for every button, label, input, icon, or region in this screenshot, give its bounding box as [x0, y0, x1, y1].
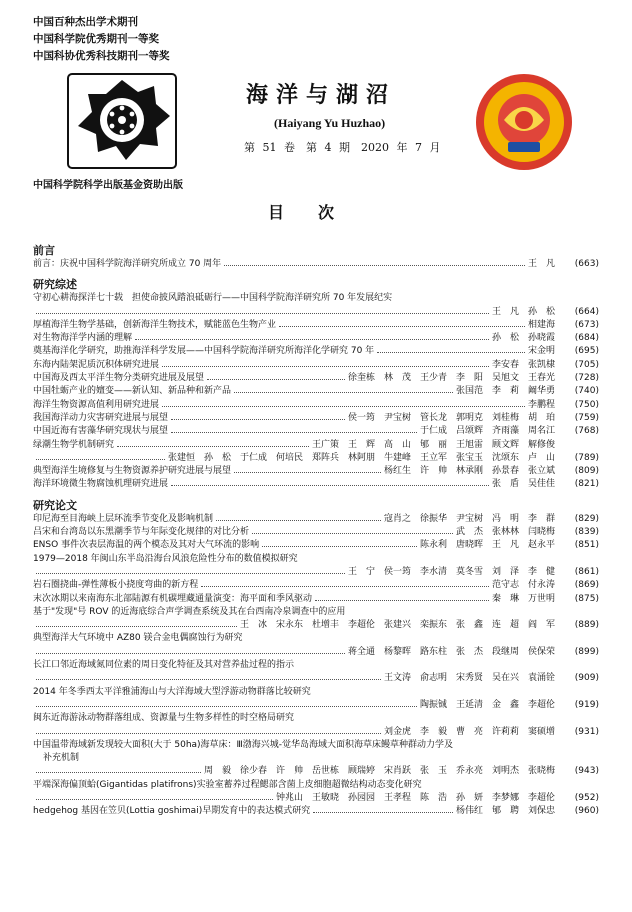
toc-entry[interactable] — [33, 659, 599, 686]
article-authors: 王 宁 侯一筠 李水清 莫冬雪 刘 泽 李 健 — [347, 566, 555, 577]
toc-entry[interactable] — [33, 385, 599, 398]
article-title[interactable]: 基于"发现"号 ROV 的近海底综合声学调查系统及其在台西南冷泉调查中的应用 — [33, 606, 346, 617]
honor-line: 中国百种杰出学术期刊 — [33, 16, 138, 28]
article-authors: 李安春 张凯棣 — [491, 359, 555, 370]
section-heading: 前言 — [33, 244, 55, 257]
toc-line — [33, 593, 599, 606]
toc-entry[interactable] — [33, 478, 599, 491]
toc-entry[interactable] — [33, 739, 599, 779]
page-number: (839) — [574, 527, 599, 538]
article-authors: 杨红生 许 帅 林承刚 孙景春 张立斌 — [383, 466, 555, 477]
dot-leader — [377, 352, 525, 353]
article-authors: 秦 琳 万世明 — [491, 593, 555, 604]
toc-entry[interactable] — [33, 779, 599, 806]
article-authors: 宋金明 — [527, 346, 555, 357]
toc-line — [33, 513, 599, 526]
article-authors: 相建海 — [527, 319, 555, 330]
page-number: (899) — [574, 646, 599, 657]
article-title[interactable]: 东海内陆架泥质沉积体研究进展 — [33, 359, 160, 370]
dot-leader — [36, 679, 381, 680]
dot-leader — [162, 406, 525, 407]
toc-entry[interactable] — [33, 606, 599, 633]
article-authors: 王 凡 — [527, 259, 555, 269]
dot-leader — [36, 313, 489, 314]
article-authors: 李鹏程 — [527, 399, 555, 410]
article-authors: 武 杰 张林林 闫晓梅 — [455, 527, 555, 538]
dot-leader — [36, 573, 345, 574]
article-title[interactable]: 平端深海偏顶蛤(Gigantidas platifrons)实验室蓄养过程鳃部含菌上皮细胞超微结构动态变化研究 — [33, 779, 422, 790]
toc-entry[interactable] — [33, 258, 599, 271]
article-authors: 寇肖之 徐振华 尹宝树 冯 明 李 群 — [383, 513, 555, 524]
toc-entry[interactable] — [33, 632, 599, 659]
toc-entry[interactable] — [33, 359, 599, 372]
page-number: (960) — [574, 806, 599, 817]
toc-entry[interactable] — [33, 319, 599, 332]
toc-line — [33, 526, 599, 539]
toc-line — [33, 319, 599, 332]
page-number: (821) — [574, 479, 599, 490]
dot-leader — [36, 626, 237, 627]
toc-line — [33, 385, 599, 398]
page-number: (952) — [574, 792, 599, 803]
page-number: (750) — [574, 399, 599, 410]
page-number: (673) — [574, 319, 599, 330]
article-title[interactable]: 厚植海洋生物学基础，创新海洋生物技术，赋能蓝色生物产业 — [33, 319, 277, 330]
article-title[interactable]: 我国海洋动力灾害研究进展与展望 — [33, 412, 169, 423]
toc-line — [33, 765, 599, 778]
page-number: (809) — [574, 466, 599, 477]
toc-line — [33, 739, 599, 752]
dot-leader — [234, 392, 453, 393]
page-number: (664) — [574, 306, 599, 317]
article-authors: 张建恒 孙 松 于仁成 何培民 郑阵兵 林阿朋 牛建峰 王立军 张宝玉 沈颂东 卢 山 — [167, 452, 555, 463]
article-title[interactable]: 海洋环境微生物腐蚀机理研究进展 — [33, 479, 169, 490]
article-title[interactable]: 中国温带海域新发现较大面积(大于 50ha)海草床：Ⅲ渤海兴城-觉华岛海域大面积海草床鳗草种群动力学及 — [33, 739, 454, 750]
toc-line — [33, 712, 599, 725]
toc-line — [33, 792, 599, 805]
toc-entry[interactable] — [33, 332, 599, 345]
funding-note: 中国科学院科学出版基金资助出版 — [33, 180, 183, 191]
toc-line — [33, 619, 599, 632]
toc-line — [33, 412, 599, 425]
quality-journal-seal — [474, 72, 574, 172]
article-authors: 张 盾 吴佳佳 — [491, 479, 555, 490]
article-title[interactable]: 中国牡蛎产业的嬗变——新认知、新品种和新产品 — [33, 386, 232, 397]
toc-entry[interactable] — [33, 539, 599, 552]
toc-line — [33, 345, 599, 358]
article-title[interactable]: 守初心耕海探洋七十载 担使命披风踏浪砥砺行——中国科学院海洋研究所 70 年发展纪实 — [33, 293, 393, 304]
toc-entry[interactable] — [33, 439, 599, 466]
page-number: (789) — [574, 452, 599, 463]
article-title[interactable]: 海洋生物资源高值利用研究进展 — [33, 399, 160, 410]
dot-leader — [36, 799, 273, 800]
toc-line — [33, 606, 599, 619]
dot-leader — [262, 546, 417, 547]
article-title[interactable]: 闽东近海游泳动物群落组成、资源量与生物多样性的时空格局研究 — [33, 713, 295, 724]
journal-title: 海洋与湖沼 — [246, 83, 397, 108]
dot-leader — [234, 472, 381, 473]
page-number: (684) — [574, 333, 599, 344]
toc-line — [33, 699, 599, 712]
dot-leader — [36, 772, 201, 773]
masthead-honors — [33, 14, 170, 65]
page-number: (931) — [574, 726, 599, 737]
journal-title-pinyin: (Haiyang Yu Huzhao) — [274, 116, 386, 130]
article-authors: 徐奎栋 林 茂 王少青 李 阳 吴旭文 王春光 — [347, 373, 555, 384]
article-authors: 陶振铖 王延清 金 鑫 李超伦 — [419, 699, 555, 710]
article-authors: 王文涛 俞志明 宋秀贤 吴在兴 袁涌铨 — [383, 673, 555, 684]
page-number: (768) — [574, 426, 599, 437]
page-number: (889) — [574, 620, 599, 631]
toc-line — [33, 478, 599, 491]
dot-leader — [207, 379, 345, 380]
toc-entry[interactable] — [33, 593, 599, 606]
article-authors: 周 毅 徐少春 许 帅 岳世栋 顾瑞婷 宋肖跃 张 玉 乔永亮 刘明杰 张晓梅 — [203, 766, 555, 777]
article-authors: 王广策 王 辉 高 山 郇 丽 王旭雷 顾文辉 解修俊 — [311, 439, 555, 450]
toc-line — [33, 646, 599, 659]
dot-leader — [315, 600, 489, 601]
toc-entry[interactable] — [33, 372, 599, 385]
honor-line: 中国科学院优秀期刊一等奖 — [33, 33, 159, 45]
article-authors: 刘金虎 李 毅 曹 亮 许莉莉 窦硕增 — [383, 726, 555, 737]
article-authors: 孙 松 孙晓霞 — [491, 333, 555, 344]
toc-line — [33, 372, 599, 385]
toc-line — [33, 553, 599, 566]
article-title[interactable]: 奠基海洋化学研究，助推海洋科学发展——中国科学院海洋研究所海洋化学研究 70 年 — [33, 346, 375, 357]
toc-line — [33, 465, 599, 478]
article-title[interactable]: 吕宋和台湾岛以东黑潮季节与年际变化规律的对比分析 — [33, 527, 250, 538]
dot-leader — [36, 733, 381, 734]
article-title[interactable]: 绿潮生物学机制研究 — [33, 439, 115, 450]
dot-leader — [117, 446, 309, 447]
section-heading: 研究论文 — [33, 498, 77, 512]
toc-line — [33, 332, 599, 345]
article-authors: 王 凡 孙 松 — [491, 306, 555, 317]
dot-leader — [36, 653, 345, 654]
toc-line — [33, 425, 599, 438]
toc-line — [33, 726, 599, 739]
page-number: (829) — [574, 513, 599, 524]
article-title[interactable]: 补充机制 — [43, 753, 80, 764]
page-number: (740) — [574, 386, 599, 397]
toc-line — [33, 752, 599, 765]
article-authors: 蒋全通 杨黎晖 路东柱 张 杰 段继周 侯保荣 — [347, 646, 555, 657]
article-authors: 陈永利 唐晓晖 王 凡 赵永平 — [419, 540, 555, 551]
toc-entry[interactable] — [33, 513, 599, 526]
page-number: (728) — [574, 373, 599, 384]
toc-line — [33, 579, 599, 592]
article-authors: 张国范 李 莉 阚华勇 — [455, 386, 555, 397]
dot-leader — [135, 339, 489, 340]
page-number: (875) — [574, 593, 599, 604]
dot-leader — [201, 586, 489, 587]
dot-leader — [224, 265, 525, 266]
toc-line — [33, 399, 599, 412]
page-number: (869) — [574, 580, 599, 591]
toc-line — [33, 632, 599, 645]
page-number: (851) — [574, 540, 599, 551]
article-title[interactable]: 末次冰期以来南海东北部陆源有机碳埋藏通量演变：海平面和季风驱动 — [33, 593, 313, 604]
dot-leader — [279, 326, 525, 327]
article-title[interactable]: 对生物海洋学内涵的理解 — [33, 333, 133, 344]
article-title[interactable]: 前言：庆祝中国科学院海洋研究所成立 70 周年 — [33, 259, 222, 269]
page-number: (909) — [574, 673, 599, 684]
article-authors: 侯一筠 尹宝树 管长龙 郭明克 刘桂梅 胡 珀 — [347, 412, 555, 423]
article-title[interactable]: ENSO 事件次表层海温的两个模态及其对大气环流的影响 — [33, 540, 260, 551]
article-title[interactable]: 典型海洋大气环境中 AZ80 镁合金电偶腐蚀行为研究 — [33, 633, 243, 644]
article-title[interactable]: 岩石圈挠曲-弹性薄板小挠度弯曲的新方程 — [33, 580, 199, 591]
toc-entry[interactable] — [33, 579, 599, 592]
dot-leader — [252, 533, 453, 534]
dot-leader — [216, 520, 381, 521]
toc-line — [33, 306, 599, 319]
article-title[interactable]: 2014 年冬季西太平洋雅浦海山与大洋海域大型浮游动物群落比较研究 — [33, 686, 311, 697]
toc-entry[interactable] — [33, 292, 599, 319]
article-title[interactable]: 长江口邻近海域氮同位素的周日变化特征及其对营养盐过程的指示 — [33, 660, 295, 671]
toc-entry[interactable] — [33, 465, 599, 478]
toc-entry[interactable] — [33, 425, 599, 438]
section-heading: 研究综述 — [33, 278, 77, 292]
toc-entry[interactable] — [33, 412, 599, 425]
article-title[interactable]: 典型海洋生境修复与生物资源养护研究进展与展望 — [33, 466, 232, 477]
article-authors: 杨伟红 郇 聘 刘保忠 — [455, 806, 555, 817]
article-authors: 范守志 付永涛 — [491, 580, 555, 591]
page-number: (943) — [574, 766, 599, 777]
toc-line — [33, 439, 599, 452]
page-number: (919) — [574, 699, 599, 710]
toc-entry[interactable] — [33, 553, 599, 580]
academy-logo — [66, 72, 178, 170]
toc-heading: 目次 — [268, 203, 369, 222]
toc-line — [33, 452, 599, 465]
toc-entry[interactable] — [33, 345, 599, 358]
article-title[interactable]: 中国海及西太平洋生物分类研究进展及展望 — [33, 373, 205, 384]
toc-line — [33, 672, 599, 685]
toc-line — [33, 539, 599, 552]
toc-entry[interactable] — [33, 686, 599, 713]
issue-info: 第 51 卷 第 4 期 2020 年 7 月 — [244, 141, 441, 154]
table-of-contents — [33, 237, 599, 819]
page-number: (663) — [574, 259, 599, 269]
toc-line — [33, 566, 599, 579]
toc-line — [33, 805, 599, 818]
page-number: (705) — [574, 359, 599, 370]
toc-line — [33, 359, 599, 372]
dot-leader — [171, 485, 489, 486]
page-number: (695) — [574, 346, 599, 357]
dot-leader — [171, 432, 417, 433]
toc-line — [33, 659, 599, 672]
toc-entry[interactable] — [33, 805, 599, 818]
dot-leader — [313, 812, 453, 813]
article-title[interactable]: hedgehog 基因在笠贝(Lottia goshimai)早期发育中的表达模式研究 — [33, 806, 311, 817]
article-title[interactable]: 中国近海有害藻华研究现状与展望 — [33, 426, 169, 437]
page-number: (861) — [574, 566, 599, 577]
dot-leader — [36, 706, 417, 707]
dot-leader — [36, 459, 165, 460]
toc-entry[interactable] — [33, 399, 599, 412]
article-title[interactable]: 印尼海至目海峡上层环流季节变化及影响机制 — [33, 513, 214, 524]
toc-line — [33, 258, 599, 271]
article-authors: 王 冰 宋永东 杜增丰 李超伦 张建兴 栾振东 张 鑫 连 超 阎 军 — [239, 620, 555, 631]
toc-entry[interactable] — [33, 526, 599, 539]
toc-entry[interactable] — [33, 712, 599, 739]
article-authors: 于仁成 吕颂辉 齐雨藻 周名江 — [419, 426, 555, 437]
article-title[interactable]: 1979—2018 年闽山东半岛沿海台风浪危险性分布的数值模拟研究 — [33, 553, 298, 564]
dot-leader — [162, 366, 489, 367]
toc-line — [33, 292, 599, 305]
toc-line — [33, 779, 599, 792]
honor-line: 中国科协优秀科技期刊一等奖 — [33, 50, 170, 62]
dot-leader — [171, 419, 345, 420]
page-number: (759) — [574, 412, 599, 423]
toc-line — [33, 686, 599, 699]
article-authors: 钟兆山 王敏晓 孙园园 王孝程 陈 浩 孙 妍 李梦娜 李超伦 — [275, 792, 555, 803]
